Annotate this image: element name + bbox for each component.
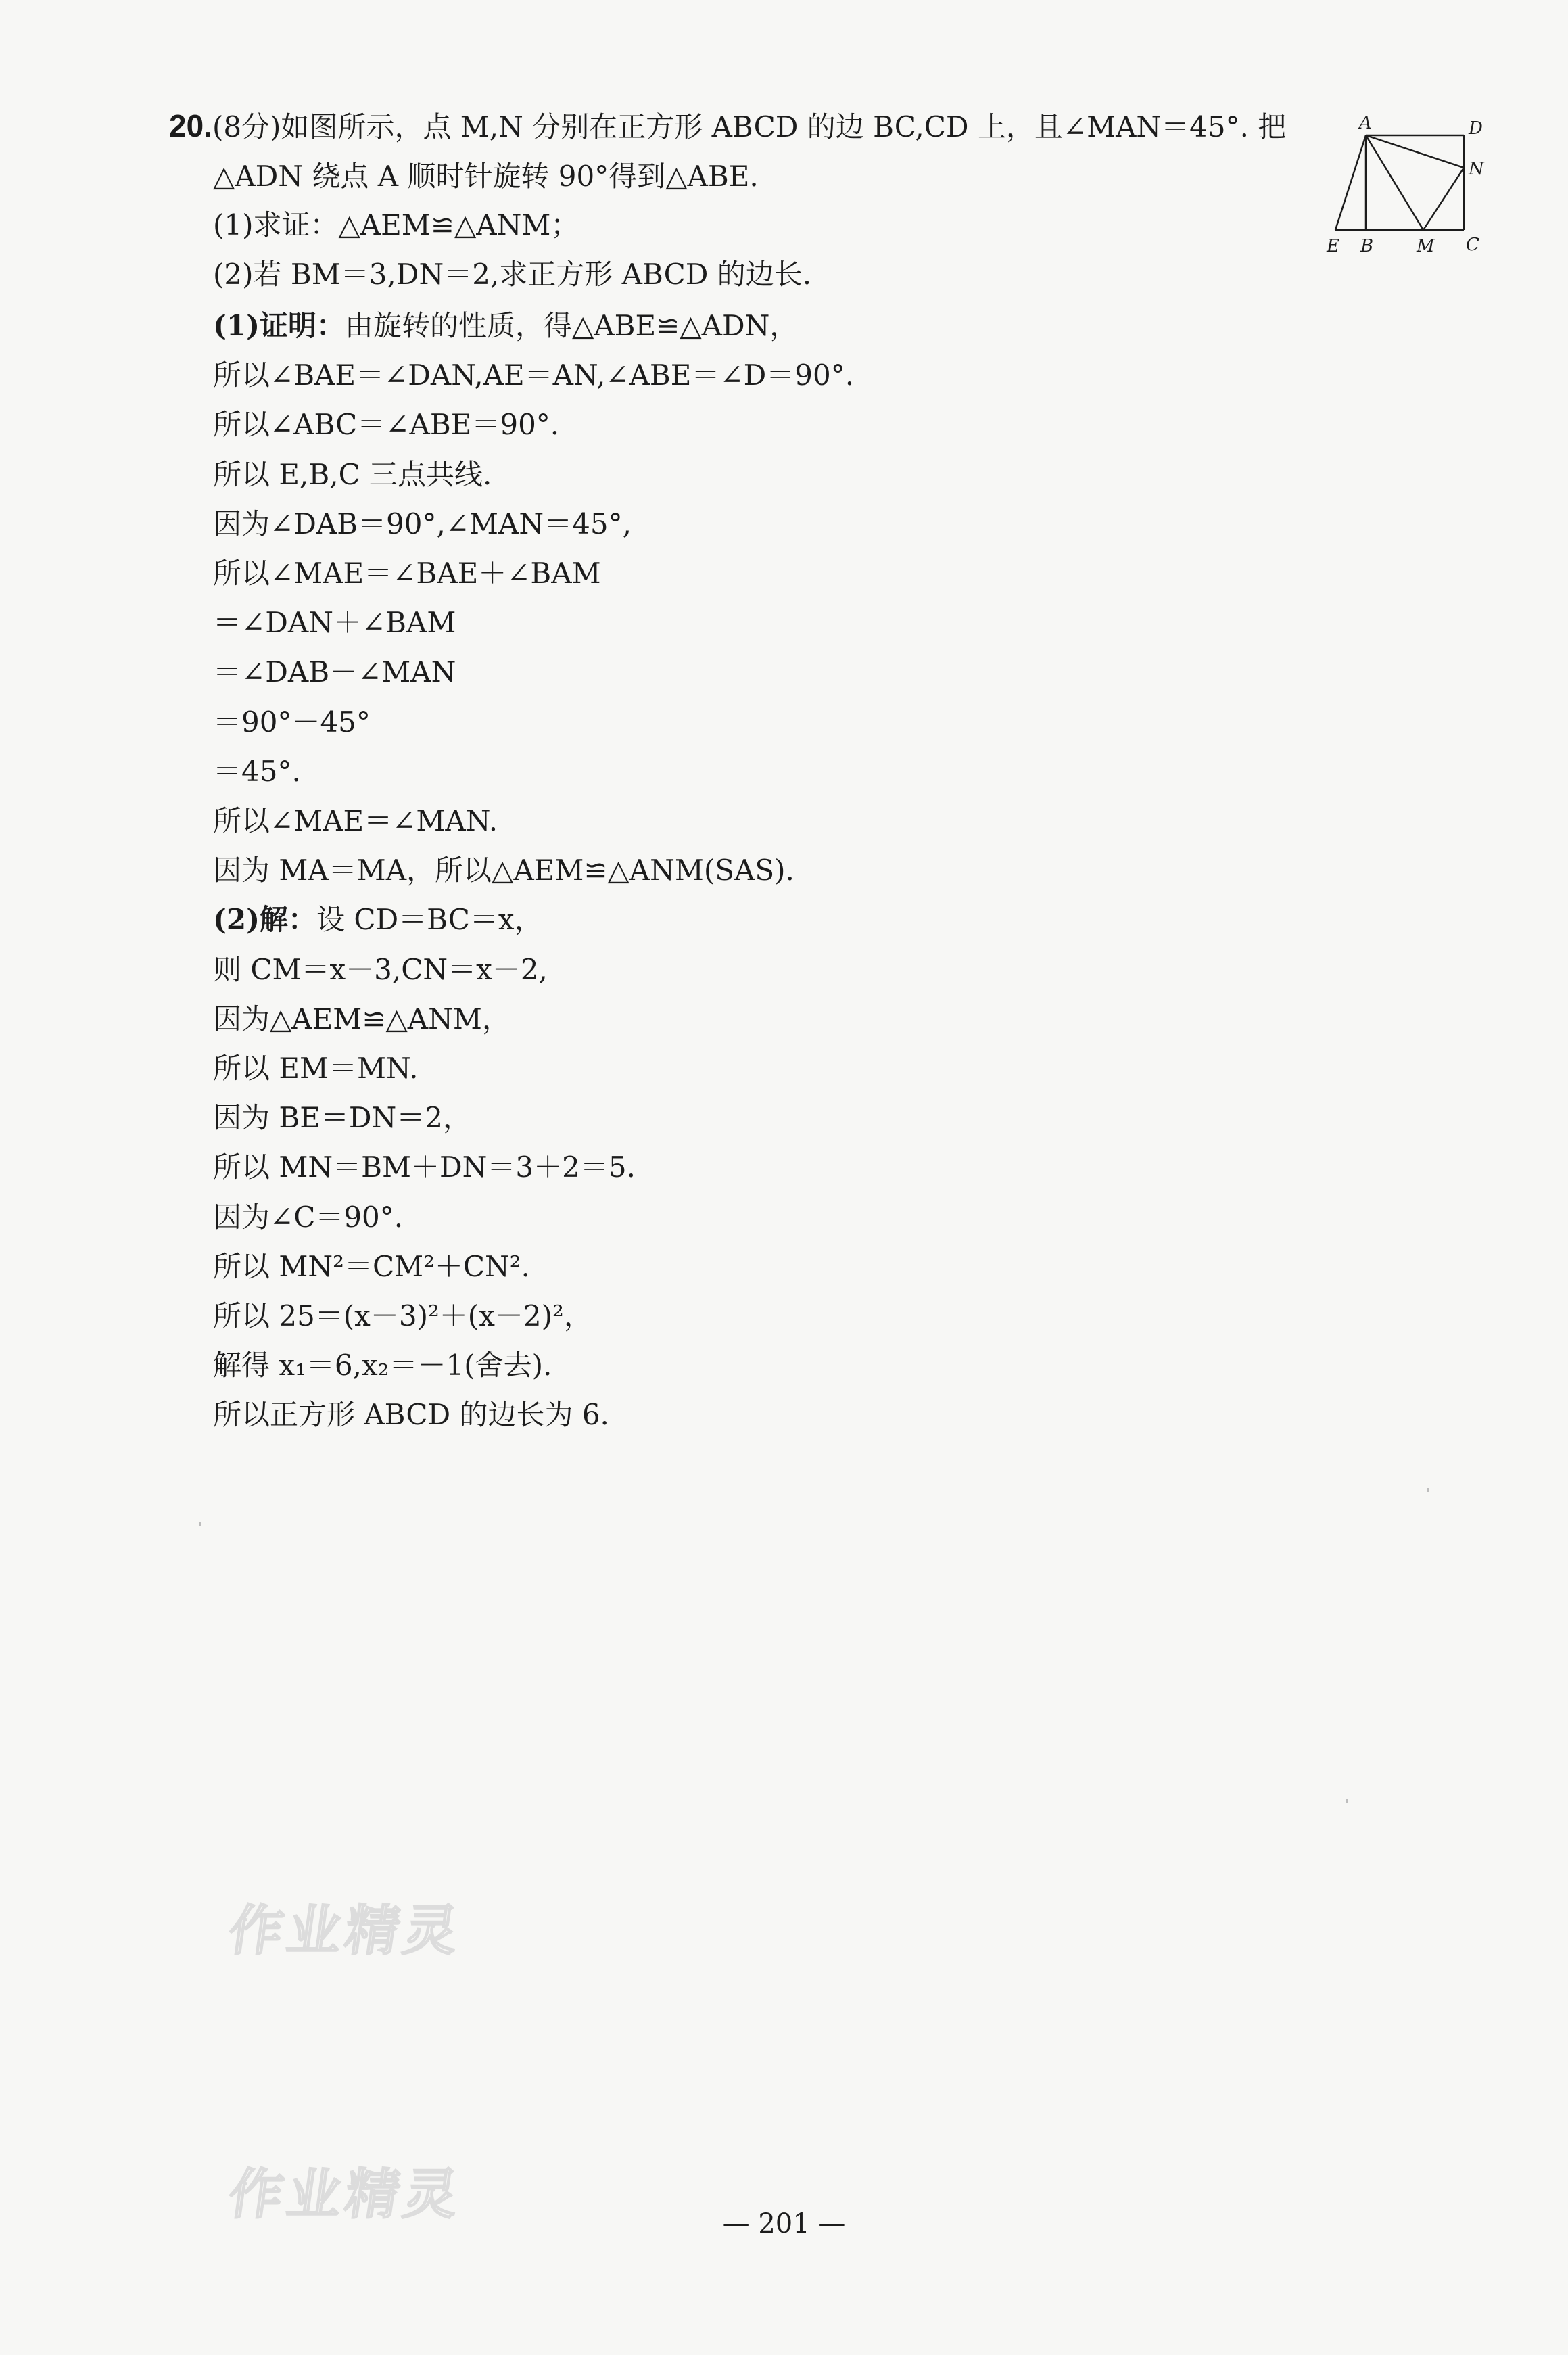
solve-step: 解得 x₁＝6,x₂＝－1(舍去).	[213, 1349, 552, 1382]
proof-step: 所以∠BAE＝∠DAN,AE＝AN,∠ABE＝∠D＝90°.	[213, 358, 855, 392]
label-E: E	[1327, 236, 1339, 256]
question-2: (2)若 BM＝3,DN＝2,求正方形 ABCD 的边长.	[213, 258, 812, 291]
proof-step: 因为 MA＝MA，所以△AEM≌△ANM(SAS).	[213, 854, 794, 887]
proof-step: 所以∠MAE＝∠BAE＋∠BAM	[213, 557, 601, 590]
proof-step: ＝90°－45°	[213, 705, 371, 739]
scan-speck	[1346, 1799, 1348, 1803]
solution	[213, 301, 1362, 1440]
question-list	[213, 200, 811, 299]
solve-step: 则 CM＝x－3,CN＝x－2,	[213, 952, 548, 986]
solution-part2-first-line	[213, 895, 1362, 944]
solution-part1-first-line	[213, 301, 1362, 350]
solve-step: 所以正方形 ABCD 的边长为 6.	[213, 1398, 609, 1432]
page-number: — 201 —	[722, 2208, 846, 2239]
proof-step: 所以∠ABC＝∠ABE＝90°.	[213, 408, 560, 442]
proof-step: 所以 E,B,C 三点共线.	[213, 457, 492, 491]
solve-step: 因为 BE＝DN＝2，	[213, 1101, 472, 1135]
question-1: (1)求证：△AEM≌△ANM；	[213, 208, 579, 241]
watermark: 作业精灵	[224, 2163, 467, 2226]
solve-step: 所以 25＝(x－3)²＋(x－2)²，	[213, 1299, 592, 1333]
solve-step: 因为∠C＝90°.	[213, 1200, 404, 1234]
proof-step: 因为∠DAB＝90°,∠MAN＝45°,	[213, 507, 632, 540]
solve-step: 所以 MN²＝CM²＋CN².	[213, 1249, 530, 1283]
proof-step: 所以∠MAE＝∠MAN.	[213, 804, 498, 838]
label-C: C	[1466, 235, 1479, 255]
proof-step: ＝∠DAB－∠MAN	[213, 655, 456, 689]
segment-AN	[1366, 135, 1464, 168]
segment-MN	[1423, 168, 1464, 230]
scan-speck	[1427, 1488, 1429, 1492]
problem-statement	[169, 101, 1332, 201]
solve-step: 所以 MN＝BM＋DN＝3＋2＝5.	[213, 1150, 636, 1184]
problem-line-2: △ADN 绕点 A 顺时针旋转 90°得到△ABE.	[213, 160, 759, 193]
problem-number: 20.	[169, 108, 212, 143]
solve-step: 所以 EM＝MN.	[213, 1052, 419, 1086]
label-D: D	[1469, 118, 1483, 139]
label-N: N	[1469, 159, 1484, 179]
solve-label: (2)解：	[213, 903, 316, 937]
segment-AM	[1366, 135, 1423, 230]
segment-AE	[1335, 135, 1366, 230]
label-A: A	[1359, 113, 1372, 133]
proof-first-step: 由旋转的性质，得△ABE≌△ADN，	[344, 309, 799, 342]
proof-label: (1)证明：	[213, 309, 345, 342]
solve-step: 因为△AEM≌△ANM，	[213, 1002, 510, 1035]
problem-line-1: (8分)如图所示，点 M,N 分别在正方形 ABCD 的边 BC,CD 上，且∠MAN＝45°. 把	[212, 110, 1287, 143]
scan-speck	[199, 1522, 201, 1526]
label-B: B	[1360, 236, 1374, 256]
solve-first-step: 设 CD＝BC＝x，	[316, 903, 543, 937]
square-diagram	[1318, 108, 1484, 257]
label-M: M	[1417, 236, 1435, 256]
watermark: 作业精灵	[224, 1899, 467, 1962]
proof-step: ＝∠DAN＋∠BAM	[213, 606, 456, 640]
proof-step: ＝45°.	[213, 754, 301, 788]
geometry-figure	[1318, 108, 1484, 257]
